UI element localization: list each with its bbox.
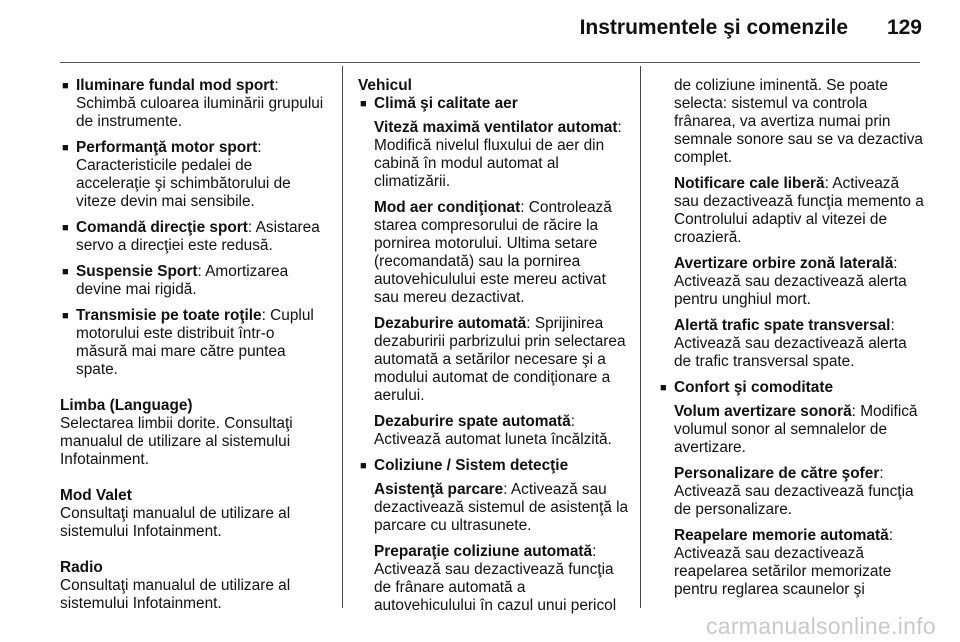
section-text: Consultaţi manualul de utilizare al sistemului Infotainment. [60,505,291,540]
bullet-item: ■ Performanţă motor sport: Caracteristicile pedalei de acceleraţie şi schimbătorului de viteze devin mai sensibile. [60,139,330,211]
sub-item: Notificare cale liberă: Activează sau dezactivează funcţia memento a Controlului adaptiv al vitezei de croazieră. [674,175,924,246]
section-heading-vehicul: Vehicul [358,77,412,94]
sub-item: Reapelare memorie automată: Activează sau dezactivează reapelarea setărilor memorizate pentru reglarea scaunelor şi [674,527,893,598]
sub-item: Preparaţie coliziune automată: Activează sau dezactivează funcţia de frânare automată a autovehiculului în cazul unui pericol [374,543,617,614]
bullet-item: ■ Transmisie pe toate roţile: Cuplul motorului este distribuit într-o măsură mai mare către puntea spate. [60,307,330,379]
section-heading: Limba (Language) [60,397,193,414]
sub-item: Volum avertizare sonoră: Modifică volumul sonor al semnalelor de avertizare. [674,403,918,456]
section-heading: Radio [60,559,103,576]
sub-item: Dezaburire spate automată: Activează automat luneta încălzită. [374,413,612,448]
column-1 [60,77,330,613]
page-header-title: Instrumentele şi comenzile [579,16,848,39]
sub-item: Viteză maximă ventilator automat: Modifică nivelul fluxului de aer din cabină în modul automat al climatizării. [374,119,622,190]
section-heading: Mod Valet [60,487,132,504]
bullet-collision: ■ Coliziune / Sistem detecţie [358,457,630,475]
column-divider-1 [342,66,343,608]
column-3 [658,77,928,599]
sub-item: Personalizare de către şofer: Activează sau dezactivează funcţia de personalizare. [674,465,914,518]
sub-item: Alertă trafic spate transversal: Activează sau dezactivează alerta de trafic transversal spate. [674,317,907,370]
header-divider [60,62,920,63]
bullet-climate: ■ Climă şi calitate aer [358,95,630,113]
column-2 [358,77,630,615]
bullet-comfort: ■ Confort şi comoditate [658,379,928,397]
sub-item: Asistenţă parcare: Activează sau dezactivează sistemul de asistenţă la parcare cu ultrasunete. [374,481,629,534]
section-text: Consultaţi manualul de utilizare al sistemului Infotainment. [60,577,291,612]
section-valet [60,487,330,541]
sub-item: Avertizare orbire zonă laterală: Activează sau dezactivează alerta pentru unghiul mort. [674,255,907,308]
continued-text: de coliziune iminentă. Se poate selecta: sistemul va controla frânarea, va avertiza numai prin semnale sonore sau se va dezactiva complet. [674,77,923,166]
section-text: Selectarea limbii dorite. Consultaţi manualul de utilizare al sistemului Infotainment. [60,415,293,468]
section-radio [60,559,330,613]
section-language [60,397,330,469]
sub-item: Mod aer condiţionat: Controlează starea compresorului de răcire la pornirea motorului. Ultima setare (recomandată) sau la pornirea autovehiculului este mereu activat sau mereu dezactivat. [374,199,612,306]
watermark: carmanualsonline.info [705,613,936,639]
page-number: 129 [886,16,922,39]
bullet-item: ■ Comandă direcţie sport: Asistarea servo a direcţiei este redusă. [60,219,330,255]
bullet-item: ■ Suspensie Sport: Amortizarea devine mai rigidă. [60,263,330,299]
column-divider-2 [640,66,641,608]
bullet-item: ■ Iluminare fundal mod sport: Schimbă culoarea iluminării grupului de instrumente. [60,77,330,131]
sub-item: Dezaburire automată: Sprijinirea dezaburirii parbrizului prin selectarea automată a setărilor necesare şi a modului automat de condiţionare a aerului. [374,315,626,404]
